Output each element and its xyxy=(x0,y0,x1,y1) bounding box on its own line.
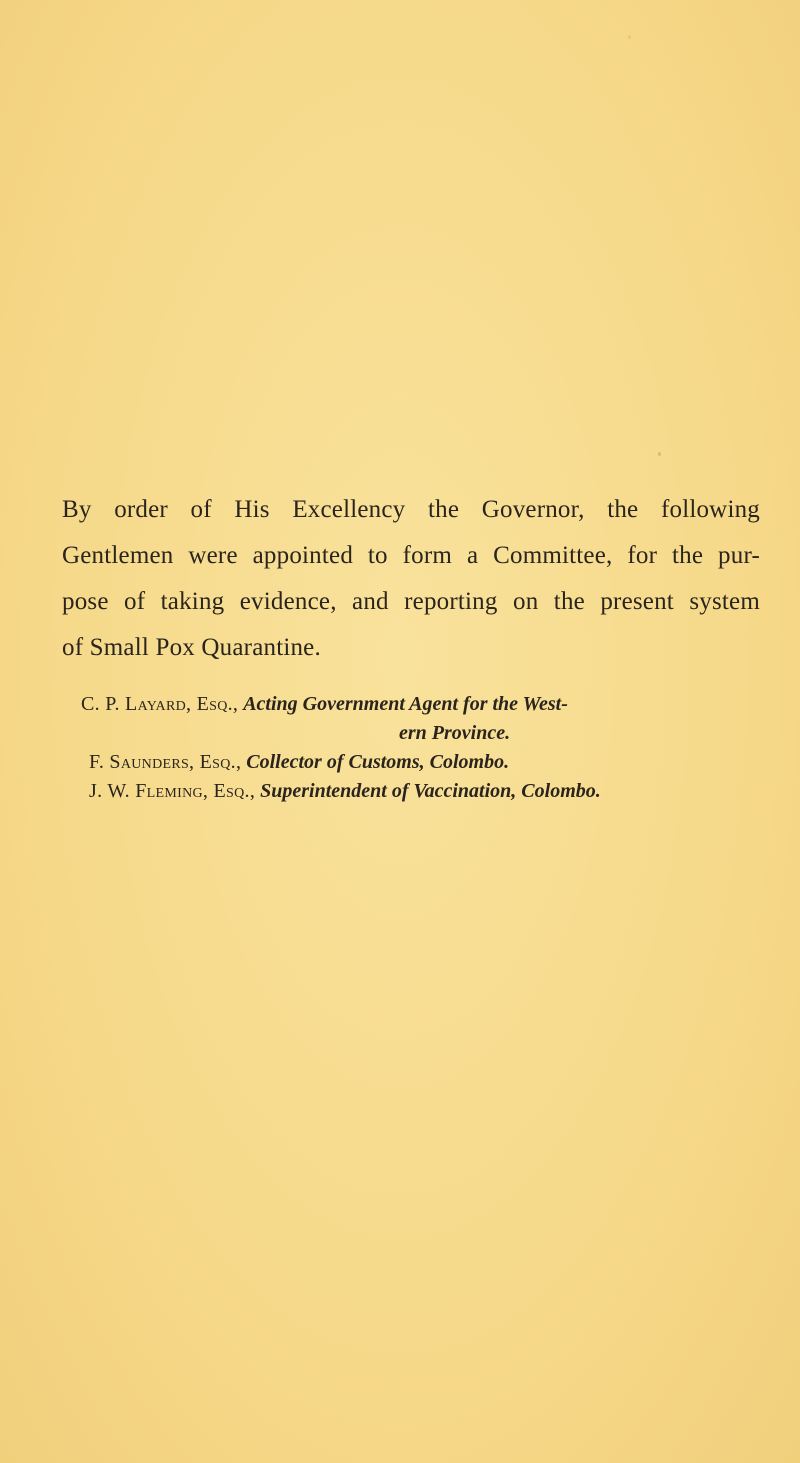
member-entry xyxy=(62,690,762,748)
member-role: Collector of Customs, Colombo. xyxy=(246,751,510,773)
member-entry xyxy=(62,777,762,806)
paragraph-line: of Small Pox Quarantine. xyxy=(62,634,321,661)
member-role-continuation: ern Province. xyxy=(399,722,511,744)
committee-members-list xyxy=(62,690,762,806)
member-role: Acting Government Agent for the West- xyxy=(243,693,568,715)
paragraph-line: Gentlemen were appointed to form a Committee, for the pur- xyxy=(62,542,760,569)
paper-speck xyxy=(658,452,661,456)
member-entry xyxy=(62,748,762,777)
member-name: F. Saunders, Esq., xyxy=(89,751,242,773)
paper-speck xyxy=(628,35,631,39)
paragraph-line: By order of His Excellency the Governor, the following xyxy=(62,496,760,523)
member-name: C. P. Layard, Esq., xyxy=(81,693,239,715)
member-name: J. W. Fleming, Esq., xyxy=(89,780,256,802)
paragraph-line: pose of taking evidence, and reporting on the present system xyxy=(62,588,760,615)
committee-paragraph xyxy=(62,487,760,671)
member-role: Superintendent of Vaccination, Colombo. xyxy=(260,780,601,802)
